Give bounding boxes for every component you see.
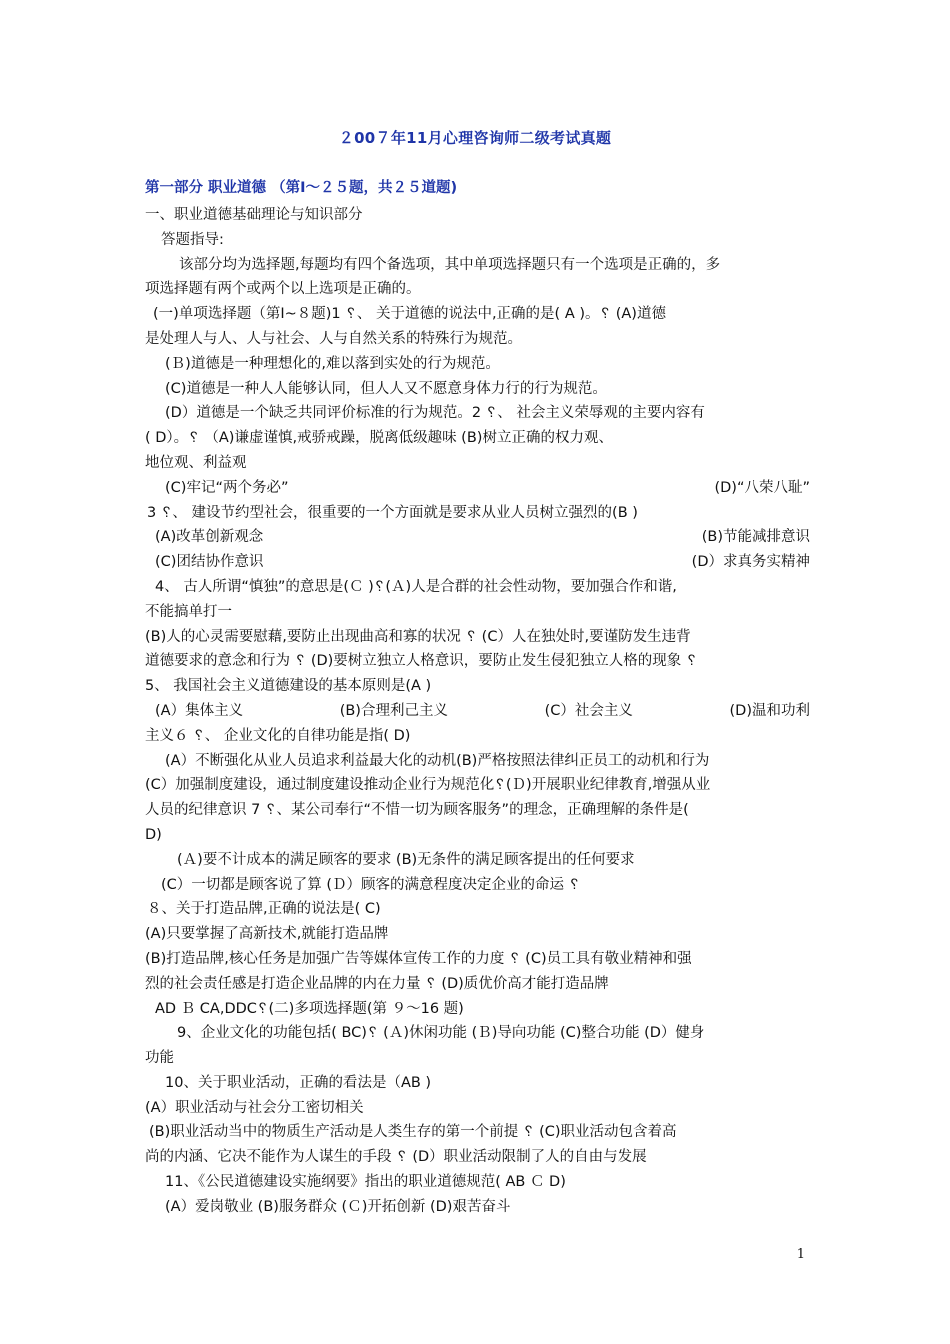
document-title: ２00７年11月心理咨询师二级考试真题: [338, 129, 612, 147]
option-text: (D)“八荣八耻”: [714, 479, 810, 496]
text-line: (Ｂ)道德是一种理想化的,难以落到实处的行为规范。: [165, 355, 500, 372]
option-text: (C)牢记“两个务必”: [165, 479, 289, 496]
text-line: 主义６ ␦、 企业文化的自律功能是指( D): [145, 727, 411, 744]
text-line: (A）职业活动与社会分工密切相关: [145, 1099, 364, 1116]
text-line: (D）道德是一个缺乏共同评价标准的行为规范。2 ␦、 社会主义荣辱观的主要内容有: [165, 405, 705, 422]
page-number: 1: [796, 1247, 805, 1262]
text-line: [145, 699, 810, 724]
option-text: (A）集体主义: [155, 702, 244, 719]
option-text: (B)合理利己主义: [339, 702, 448, 719]
text-line: AD Ｂ CA,DDC␦(二)多项选择题(第 ９～16 题): [155, 1000, 464, 1017]
text-line: [145, 550, 810, 575]
text-line: [145, 525, 810, 550]
text-line: 3 ␦、 建设节约型社会，很重要的一个方面就是要求从业人员树立强烈的(B ): [147, 504, 638, 521]
text-line: (C）加强制度建设，通过制度建设推动企业行为规范化␦(Ｄ)开展职业纪律教育,增强从业: [145, 777, 711, 794]
text-line: 一、职业道德基础理论与知识部分: [145, 207, 363, 223]
text-line: 答题指导:: [161, 231, 224, 248]
text-line: 道德要求的意念和行为 ␦ (D)要树立独立人格意识，要防止发生侵犯独立人格的现象 ␦: [145, 653, 698, 670]
text-line: 尚的内涵、它决不能作为人谋生的手段 ␦ (D）职业活动限制了人的自由与发展: [145, 1149, 647, 1166]
text-line: 项选择题有两个或两个以上选项是正确的。: [145, 281, 421, 298]
text-line: (A）不断强化从业人员追求利益最大化的动机(B)严格按照法律纠正员工的动机和行为: [165, 752, 710, 769]
text-line: 人员的纪律意识 7 ␦、某公司奉行“不惜一切为顾客服务”的理念，正确理解的条件是(: [145, 802, 689, 819]
text-line: D): [145, 826, 162, 843]
text-line: (一)单项选择题（第Ⅰ~８题)1 ␦、 关于道德的说法中,正确的是( A )。␦ (A)道德: [153, 306, 666, 323]
text-line: [145, 476, 810, 501]
text-line: 10、关于职业活动，正确的看法是（AB ): [165, 1074, 432, 1091]
text-line: 烈的社会责任感是打造企业品牌的内在力量 ␦ (D)质优价高才能打造品牌: [145, 975, 609, 992]
option-text: (D)温和功利: [729, 702, 810, 719]
text-line: (B)人的心灵需要慰藉,要防止出现曲高和寡的状况 ␦ (C）人在独处时,要谨防发生违背: [145, 628, 691, 645]
text-line: 9、企业文化的功能包括( BC)␦ (Ａ)休闲功能 (Ｂ)导向功能 (C)整合功能 (D）健身: [177, 1025, 705, 1042]
option-text: (C)团结协作意识: [155, 554, 264, 571]
text-line: (B)打造品牌,核心任务是加强广告等媒体宣传工作的力度 ␦ (C)员工具有敬业精神和强: [145, 950, 692, 967]
text-line: (C）一切都是顾客说了算 (Ｄ）顾客的满意程度决定企业的命运 ␦: [161, 876, 581, 893]
text-line: 11、《公民道德建设实施纲要》指出的职业道德规范( AB Ｃ D): [165, 1174, 566, 1191]
text-line: 功能: [145, 1050, 174, 1067]
text-line: ( D）。␦ （A)谦虚谨慎,戒骄戒躁，脱离低级趣味 (B)树立正确的权力观、: [145, 430, 613, 447]
option-text: (A)改革创新观念: [155, 529, 264, 546]
text-line: (A)只要掌握了高新技术,就能打造品牌: [145, 926, 389, 943]
text-line: (C)道德是一种人人能够认同，但人人又不愿意身体力行的行为规范。: [165, 380, 607, 397]
document-body: [145, 203, 810, 1220]
option-text: (D）求真务实精神: [691, 554, 810, 571]
section-heading: 第一部分 职业道德 （第Ⅰ～２５题，共２５道题): [145, 180, 458, 196]
text-line: 该部分均为选择题,每题均有四个备选项，其中单项选择题只有一个选项是正确的，多: [179, 256, 721, 273]
option-text: (C）社会主义: [544, 702, 633, 719]
text-line: (B)职业活动当中的物质生产活动是人类生存的第一个前提 ␦ (C)职业活动包含着高: [149, 1124, 677, 1141]
text-line: (Ａ)要不计成本的满足顾客的要求 (B)无条件的满足顾客提出的任何要求: [177, 851, 635, 868]
text-line: 是处理人与人、人与社会、人与自然关系的特殊行为规范。: [145, 330, 522, 347]
text-line: ８、关于打造品牌,正确的说法是( C): [147, 901, 381, 918]
text-line: 地位观、利益观: [145, 454, 247, 471]
text-line: 4、 古人所谓“慎独”的意思是(Ｃ )␦(Ａ)人是合群的社会性动物，要加强合作和谐,: [155, 578, 677, 595]
text-line: 不能搞单打一: [145, 603, 232, 620]
text-line: (A）爱岗敬业 (B)服务群众 (Ｃ)开拓创新 (D)艰苦奋斗: [165, 1198, 511, 1215]
option-text: (B)节能减排意识: [701, 529, 810, 546]
text-line: 5、 我国社会主义道德建设的基本原则是(A ): [145, 678, 432, 695]
